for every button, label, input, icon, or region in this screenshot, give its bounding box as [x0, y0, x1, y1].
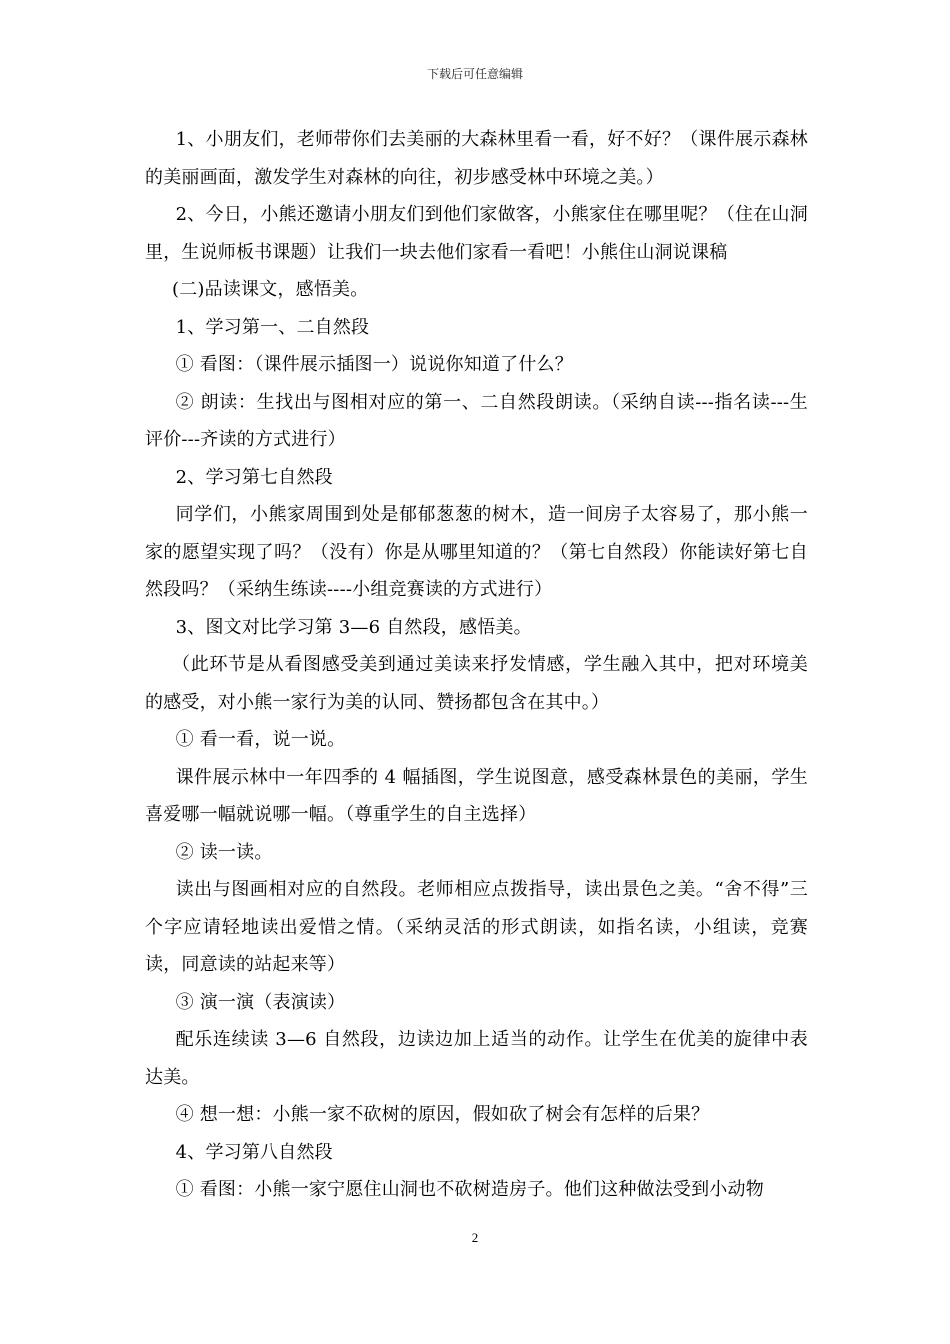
document-body	[145, 121, 808, 1209]
section-heading-2: (二)品读课文，感悟美。	[172, 279, 369, 300]
paragraph-read-guidance: 读出与图画相对应的自然段。老师相应点拨指导，读出景色之美。“舍不得”三个字应请轻地读出爱惜之情。（采纳灵活的形式朗读，如指名读，小组读，竞赛读，同意读的站起来等）	[145, 879, 808, 975]
paragraph-look-say: ① 看一看，说一说。	[175, 729, 346, 750]
paragraph-look-picture-2: ① 看图：小熊一家宁愿住山洞也不砍树造房子。他们这种做法受到小动物	[175, 1179, 764, 1200]
paragraph-perform: ③ 演一演（表演读）	[175, 991, 346, 1013]
paragraph-1: 1、小朋友们，老师带你们去美丽的大森林里看一看，好不好？（课件展示森林的美丽画面，激发学生对森林的向往，初步感受林中环境之美。）	[145, 129, 808, 188]
paragraph-classmates: 同学们，小熊家周围到处是郁郁葱葱的树木，造一间房子太容易了，那小熊一家的愿望实现了吗？（没有）你是从哪里知道的？（第七自然段）你能读好第七自然段吗？（采纳生练读----小组竞赛读的方式进行）	[145, 504, 808, 600]
paragraph-music-read: 配乐连续读 3—6 自然段，边读边加上适当的动作。让学生在优美的旋律中表达美。	[145, 1029, 808, 1088]
page-header: 下载后可任意编辑	[426, 67, 523, 81]
paragraph-look-picture: ① 看图：（课件展示插图一）说说你知道了什么？	[175, 354, 573, 375]
paragraph-study-1-2: 1、学习第一、二自然段	[175, 316, 370, 338]
paragraph-study-8: 4、学习第八自然段	[175, 1141, 333, 1163]
paragraph-four-seasons: 课件展示林中一年四季的 4 幅插图，学生说图意，感受森林景色的美丽，学生喜爱哪一幅就说哪一幅。（尊重学生的自主选择）	[145, 766, 808, 825]
paragraph-study-7: 2、学习第七自然段	[175, 466, 333, 488]
paragraph-read-aloud: ② 朗读：生找出与图相对应的第一、二自然段朗读。（采纳自读---指名读---生评价---齐读的方式进行）	[145, 391, 808, 450]
paragraph-study-3-6: 3、图文对比学习第 3—6 自然段，感悟美。	[175, 616, 532, 638]
paragraph-2: 2、今日，小熊还邀请小朋友们到他们家做客，小熊家住在哪里呢？（住在山洞里，生说师板书课题）让我们一块去他们家看一看吧！小熊住山洞说课稿	[145, 204, 808, 263]
paragraph-note: （此环节是从看图感受美到通过美读来抒发情感，学生融入其中，把对环境美的感受，对小熊一家行为美的认同、赞扬都包含在其中。）	[145, 654, 808, 713]
paragraph-think: ④ 想一想：小熊一家不砍树的原因，假如砍了树会有怎样的后果？	[175, 1104, 710, 1125]
paragraph-read: ② 读一读。	[175, 841, 273, 863]
page-number: 2	[471, 1230, 479, 1245]
